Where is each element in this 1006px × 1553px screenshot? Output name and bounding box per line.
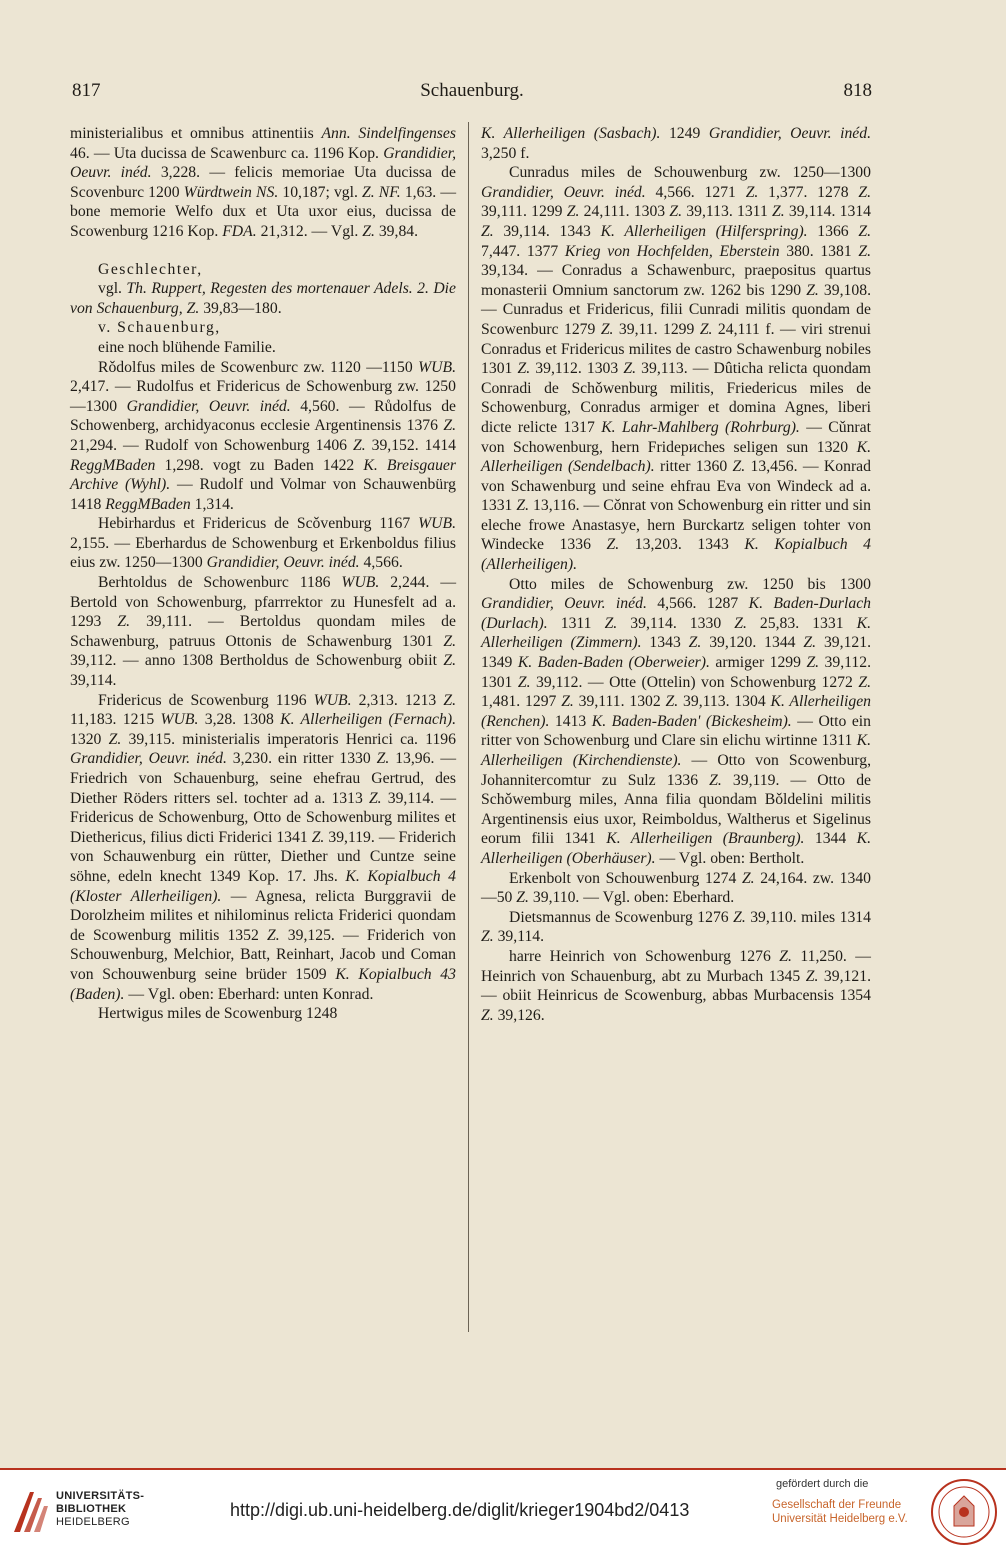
sponsor-label: gefördert durch die — [776, 1478, 869, 1490]
paragraph: Erkenbolt von Schouwenburg 1274 Z. 24,164. zw. 1340—50 Z. 39,110. — Vgl. oben: Eberhard. — [481, 869, 872, 907]
paragraph: K. Allerheiligen (Sasbach). 1249 Grandidier, Oeuvr. inéd. 3,250 f. — [481, 125, 872, 162]
paragraph: eine noch blühende Familie. — [98, 338, 276, 356]
paragraph: Otto miles de Schowenburg zw. 1250 bis 1300 Grandidier, Oeuvr. inéd. 4,566. 1287 K. Baden-Durlach (Durlach). 1311 Z. 39,114. 1330 Z. 25,83. 1331 K. Allerheiligen (Zimmern). 1343 Z. 39,120. 1344 Z. 39,121. 1349 K. Baden-Baden (Oberweier). armiger 1299 Z. 39,112. 1301 Z. 39,112. — Otte (Ottelin) von Schowenburg 1272 Z. 1,481. 1297 Z. 39,111. 1302 Z. 39,113. 1304 K. Allerheiligen (Renchen). 1413 K. Baden-Baden' (Bickesheim). — Otto ein ritter von Schowenburg und Clare sin elichu wirtinne 1311 K. Allerheiligen (Kirchendienste). — Otto von Scowenburg, Johannitercomtur zu Sulz 1336 Z. 39,119. — Otto de Schǒwemburg miles, Anna filia quondam Bǒldelini militis Argentinensis eius uxor, Reimboldus, Waltherus et Sigelinus eorum filii 1341 K. Allerheiligen (Braunberg). 1344 K. Allerheiligen (Oberhäuser). — Vgl. oben: Bertholt. — [481, 575, 872, 867]
paragraph: Fridericus de Scowenburg 1196 WUB. 2,313. 1213 Z. 11,183. 1215 WUB. 3,28. 1308 K. Allerheiligen (Fernach). 1320 Z. 39,115. ministerialis imperatoris Henrici ca. 1196 Grandidier, Oeuvr. inéd. 3,230. ein ritter 1330 Z. 13,96. — Friedrich von Schauenburg, seine ehefrau Gertrud, des Diether Röders ritters sel. tochter ad a. 1313 Z. 39,114. — Fridericus de Schowenburg, Otto de Schowenburg milites et Diethericus, filius dicti Friderici 1341 Z. 39,119. — Friderich von Schauwenburg ein rütter, Diether und Cuntze seine söhne, edeln knecht 1349 Kop. 17. Jhs. K. Kopialbuch 4 (Kloster Allerheiligen). — Agnesa, relicta Burggravii de Dorolzheim milites et nihilominus relicta Friderici quondam de Scowenburg militis 1352 Z. 39,125. — Friderich von Schouwenburg, Melchior, Batt, Reinhart, Jacob und Coman von Schouwenburg seine brüder 1509 K. Kopialbuch 43 (Baden). — Vgl. oben: Eberhard: unten Konrad. — [70, 691, 457, 1003]
page-header — [72, 76, 872, 106]
paragraph: Rǒdolfus miles de Scowenburc zw. 1120 —1150 WUB. 2,417. — Rudolfus et Fridericus de Schowenburg zw. 1250—1300 Grandidier, Oeuvr. inéd. 4,560. — Růdolfus de Schowenberg, archidyaconus ecclesie Argentinensis 1376 Z. 21,294. — Rudolf von Schowenburg 1406 Z. 39,152. 1414 ReggMBaden 1,298. vogt zu Baden 1422 K. Breisgauer Archive (Wyhl). — Rudolf und Volmar von Schauwenbürg 1418 ReggMBaden 1,314. — [70, 358, 457, 513]
page-number-right: 818 — [843, 80, 872, 101]
left-text-column — [70, 124, 456, 1024]
sponsor-name-line1: Gesellschaft der Freunde — [772, 1499, 902, 1511]
paragraph: Hebirhardus et Fridericus de Scǒvenburg 1167 WUB. 2,155. — Eberhardus de Schowenburg et Erkenboldus filius eius zw. 1250—1300 Grandidier, Oeuvr. inéd. 4,566. — [70, 515, 456, 572]
paragraph: ministerialibus et omnibus attinentiis Ann. Sindelfingenses 46. — Uta ducissa de Scawenburc ca. 1196 Kop. Grandidier, Oeuvr. inéd. 3,228. — felicis memoriae Uta ducissa de Scovenburc 1200 Würdtwein NS. 10,187; vgl. Z. NF. 1,63. — bone memorie Welfo dux et Uta uxor eius, ducissa de Scowenburg 1216 Kop. FDA. 21,312. — Vgl. Z. 39,84. — [70, 125, 457, 240]
paragraph: Geschlechter, — [98, 260, 203, 278]
permalink-url[interactable]: http://digi.ub.uni-heidelberg.de/diglit/krieger1904bd2/0413 — [230, 1500, 690, 1520]
page-title: Schauenburg. — [420, 80, 524, 101]
column-divider — [468, 122, 469, 1332]
paragraph: Dietsmannus de Scowenburg 1276 Z. 39,110. miles 1314 Z. 39,114. — [481, 908, 871, 946]
paragraph: vgl. Th. Ruppert, Regesten des mortenauer Adels. 2. Die von Schauenburg, Z. 39,83—180. — [70, 280, 457, 317]
paragraph: Hertwigus miles de Scowenburg 1248 — [98, 1005, 338, 1023]
library-name-line1: UNIVERSITÄTS- — [56, 1490, 145, 1502]
paragraph: Berhtoldus de Schowenburc 1186 WUB. 2,244. — Bertold von Schowenburg, pfarrrektor zu Hunesfelt ad a. 1293 Z. 39,111. — Bertoldus quondam miles de Schawenburg, patruus Ottonis de Schawenburg 1301 Z. 39,112. — anno 1308 Bertholdus de Schowenburg obiit Z. 39,114. — [70, 574, 456, 690]
right-text-column — [481, 124, 871, 1025]
digitization-footer — [0, 1468, 1006, 1553]
library-logo-icon — [10, 1486, 50, 1536]
university-seal-icon — [930, 1478, 998, 1546]
paragraph: harre Heinrich von Schowenburg 1276 Z. 11,250. — Heinrich von Schauenburg, abt zu Murbach 1345 Z. 39,121. — obiit Heinricus de Scowenburg, abbas Murbacensis 1354 Z. 39,126. — [481, 947, 871, 1024]
paragraph: Cunradus miles de Schouwenburg zw. 1250—1300 Grandidier, Oeuvr. inéd. 4,566. 1271 Z. 1,377. 1278 Z. 39,111. 1299 Z. 24,111. 1303 Z. 39,113. 1311 Z. 39,114. 1314 Z. 39,114. 1343 K. Allerheiligen (Hilferspring). 1366 Z. 7,447. 1377 Krieg von Hochfelden, Eberstein 380. 1381 Z. 39,134. — Conradus a Schawenburc, praepositus quartus monasterii Omnium sanctorum zw. 1262 bis 1290 Z. 39,108. — Cunradus et Fridericus, filii Cunradi militis quondam de Scowenburc 1279 Z. 39,11. 1299 Z. 24,111 f. — viri strenui Conradus et Fridericus milites de castro Schawenburg nobiles 1301 Z. 39,112. 1303 Z. 39,113. — Dûticha relicta quondam Conradi de Schǒwenburg militis, Friedericus miles de Schowenburg, Conradus armiger et domina Agnes, liberi dicte relicte 1317 K. Lahr-Mahlberg (Rohrburg). — Cǔnrat von Schowenburg, hern Fridериches seligen sun 1320 K. Allerheiligen (Sendelbach). ritter 1360 Z. 13,456. — Konrad von Schawenburg und seine ehfrau Eva von Windeck ad a. 1331 Z. 13,116. — Cǒnrat von Schowenburg ein ritter und sin eleche frowe Anastasye, hern Burckartz seligen tohter von Windecke 1336 Z. 13,203. 1343 K. Kopialbuch 4 (Allerheiligen). — [481, 164, 872, 574]
library-name-line2: BIBLIOTHEK — [56, 1503, 127, 1515]
page-number-left: 817 — [72, 80, 101, 101]
paragraph: v. Schauenburg, — [98, 319, 221, 337]
sponsor-name — [772, 1498, 908, 1526]
library-name — [56, 1490, 144, 1529]
sponsor-name-line2: Universität Heidelberg e.V. — [772, 1513, 908, 1525]
library-name-line3: HEIDELBERG — [56, 1516, 130, 1528]
